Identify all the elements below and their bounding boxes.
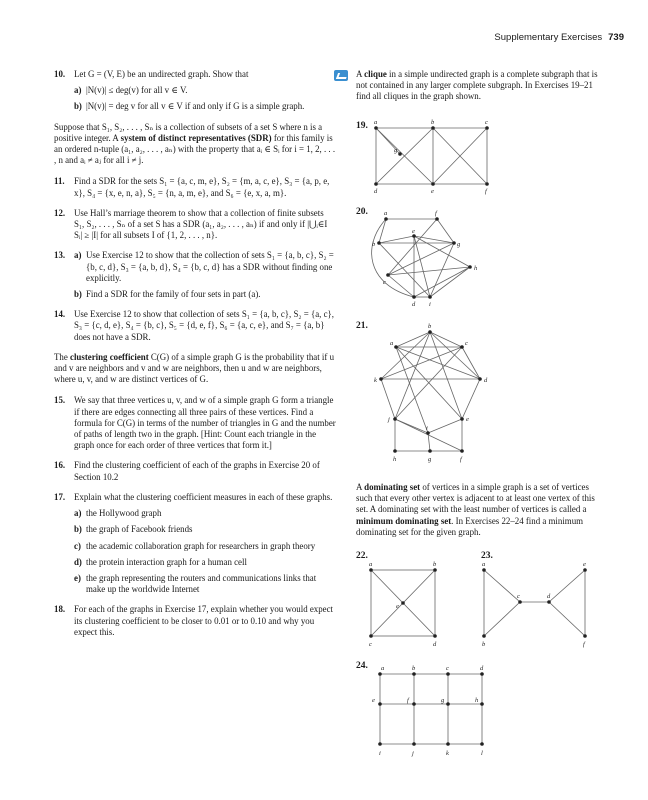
graph-24-vertices (378, 672, 484, 746)
graph-20-vertices (377, 217, 472, 299)
g24-label-l: l (481, 750, 483, 757)
graph-19 (370, 118, 500, 200)
graph-23-vertices (482, 568, 587, 638)
g19-label-c: c (485, 119, 488, 126)
g20-label-h: h (474, 265, 478, 272)
graph-24 (370, 662, 510, 762)
extra-examples-icon (334, 70, 348, 81)
g21-label-e: e (466, 416, 469, 423)
graph-22 (365, 560, 465, 650)
graph-23-edges (484, 570, 585, 636)
g21-label-d: d (484, 377, 488, 384)
g21-label-f: f (460, 456, 462, 463)
graph-19-vertices (374, 126, 489, 186)
g24-label-j: j (412, 750, 414, 757)
g20-label-c: c (383, 279, 386, 286)
g22-label-a: a (369, 561, 373, 568)
g19-label-a: a (374, 119, 378, 126)
exercise-12: 12. Use Hall’s marriage theorem to show that a collection of finite subsets S₁, S₂, . . . , Sₙ of a set S has a SDR (a₁, a₂, . . . , aₙ) if and only if |⋃ᵢ∈I Sᵢ| ≥ |I| for all subsets I of {1, 2, . . . , n}. (54, 207, 328, 241)
g20-label-a: a (384, 210, 388, 217)
g24-label-h: h (475, 697, 479, 704)
clique-definition: A clique in a simple undirected graph is a complete subgraph that is not contained in any larger complete subgraph. In Exercises 19–21 find all cliques in the graph shown. (356, 69, 604, 103)
g20-label-g: g (457, 241, 461, 248)
g21-label-b: b (428, 323, 432, 330)
g23-label-b: b (482, 641, 486, 648)
right-column (356, 69, 604, 103)
exercise-10: 10. Let G = (V, E) be an undirected graph. Show that a) |N(v)| ≤ deg(v) for all v ∈ V. b) |N(v)| = deg v for all v ∈ V if and only if G is a simple graph. (54, 69, 305, 112)
g19-label-g: g (394, 147, 398, 154)
graph-21-edges (381, 332, 480, 451)
exercise-14: 14. Use Exercise 12 to show that collection of sets S₁ = {a, b, c}, S₂ = {a, c}, S₃ = {c, d, e}, S₄ = {b, c}, S₅ = {d, e, f}, S₆ = {a, c, e}, and S₇ = {a, b} does not have a SDR. (54, 309, 334, 342)
exercise-11: 11. Find a SDR for the sets S₁ = {a, c, m, e}, S₂ = {m, a, c, e}, S₃ = {a, p, e, x}, S₄ = {x, e, n, a}, S₅ = {n, a, m, e}, and S₆ = {e, x, a, m}. (54, 176, 330, 198)
graph-23 (477, 560, 607, 650)
g23-label-c: c (517, 593, 520, 600)
dominating-definition: A dominating set of vertices in a simple graph is a set of vertices such that every other vertex is adjacent to at least one vertex of this set. A dominating set with the least number of vertices is called a minimum dominating set. In Exercises 22–24 find a minimum dominating set for the given graph. (356, 482, 595, 537)
fig22-number: 22. (356, 551, 368, 561)
graph-20-edges (372, 219, 470, 297)
g24-label-c: c (446, 665, 449, 672)
g20-label-d: d (412, 301, 416, 308)
fig21-number: 21. (356, 321, 368, 331)
fig24-number: 24. (356, 661, 368, 671)
running-header (494, 32, 624, 43)
graph-24-edges (380, 674, 482, 744)
g22-label-b: b (433, 561, 437, 568)
g20-label-e: e (412, 228, 415, 235)
exercise-16: 16. Find the clustering coefficient of each of the graphs in Exercise 20 of Section 10.2 (54, 460, 320, 482)
exercise-18: 18. For each of the graphs in Exercise 17, explain whether you would expect its clustering coefficient to be closer to 0.01 or to 0.10 and why you expect this. (54, 604, 334, 637)
fig23-number: 23. (481, 551, 493, 561)
fig19-number: 19. (356, 121, 368, 131)
g24-label-d: d (480, 665, 484, 672)
g19-label-d: d (374, 188, 378, 195)
g20-label-i: i (429, 301, 431, 308)
g24-label-a: a (381, 665, 385, 672)
exercise-17: 17. Explain what the clustering coefficient measures in each of these graphs. a) the Hollywood graph b) the graph of Facebook friends c) the academic collaboration graph for researchers in graph theory d) the protein interaction graph for a human cell e) the graph representing the routers and communications links that make up the worldwide Internet (54, 491, 333, 595)
g24-label-g: g (441, 697, 445, 704)
g21-label-j: j (388, 416, 390, 423)
g23-label-f: f (583, 641, 585, 648)
exercise-15: 15. We say that three vertices u, v, and w of a simple graph G form a triangle if there are edges connecting all three pairs of these vertices. Find a formula for C(G) in terms of the number of triangles in G and the number of paths of length two in the graph. [Hint: Count each triangle in the graph once for each order of three vertices that form it.] (54, 395, 336, 451)
g21-label-k: k (374, 377, 377, 384)
g21-label-g: g (428, 456, 432, 463)
g21-label-c: c (465, 340, 468, 347)
g20-label-b: b (372, 241, 376, 248)
g24-label-i: i (379, 750, 381, 757)
g19-label-b: b (431, 119, 435, 126)
sdr-definition: Suppose that S₁, S₂, . . . , Sₙ is a collection of subsets of a set S where n is a positive integer. A system of distinct representatives (SDR) for this family is an ordered n-tuple (a₁, a₂, . . . , aₙ) with the property that aᵢ ∈ Sᵢ for i = 1, 2, . . . , n and aᵢ ≠ aⱼ for all i ≠ j. (54, 121, 336, 166)
g22-label-c: c (369, 641, 372, 648)
g24-label-e: e (372, 697, 375, 704)
header-title: Supplementary Exercises (494, 32, 603, 43)
exercise-13: 13. a) Use Exercise 12 to show that the collection of sets S₁ = {a, b, c}, S₂ = {b, c, d}, S₃ = {a, b, d}, S₄ = {b, c, d} has a SDR without finding one explicitly. b) Find a SDR for the family of four sets in part (a). (54, 250, 334, 300)
graph-20 (370, 205, 510, 313)
g19-label-f: f (485, 188, 487, 195)
g20-label-f: f (435, 210, 437, 217)
page-number: 739 (608, 32, 624, 43)
g19-label-e: e (431, 188, 434, 195)
fig20-number: 20. (356, 207, 368, 217)
graph-19-edges (376, 128, 487, 184)
graph-21 (370, 320, 500, 470)
g21-label-h: h (393, 456, 397, 463)
graph-21-vertices (379, 330, 482, 453)
g24-label-k: k (446, 750, 449, 757)
clustering-definition: The clustering coefficient C(G) of a simple graph G is the probability that if u and v are neighbors and v and w are neighbors, then u and w are neighbors, where u, v, and w are distinct vertices of G. (54, 351, 335, 385)
g21-label-a: a (390, 340, 394, 347)
g23-label-e: e (583, 561, 586, 568)
left-column (54, 69, 336, 647)
g22-label-e: e (396, 603, 399, 610)
g24-label-f: f (407, 697, 409, 704)
g22-label-d: d (433, 641, 437, 648)
g24-label-b: b (412, 665, 416, 672)
g23-label-d: d (547, 593, 551, 600)
g21-label-i: i (426, 425, 428, 432)
g23-label-a: a (482, 561, 486, 568)
